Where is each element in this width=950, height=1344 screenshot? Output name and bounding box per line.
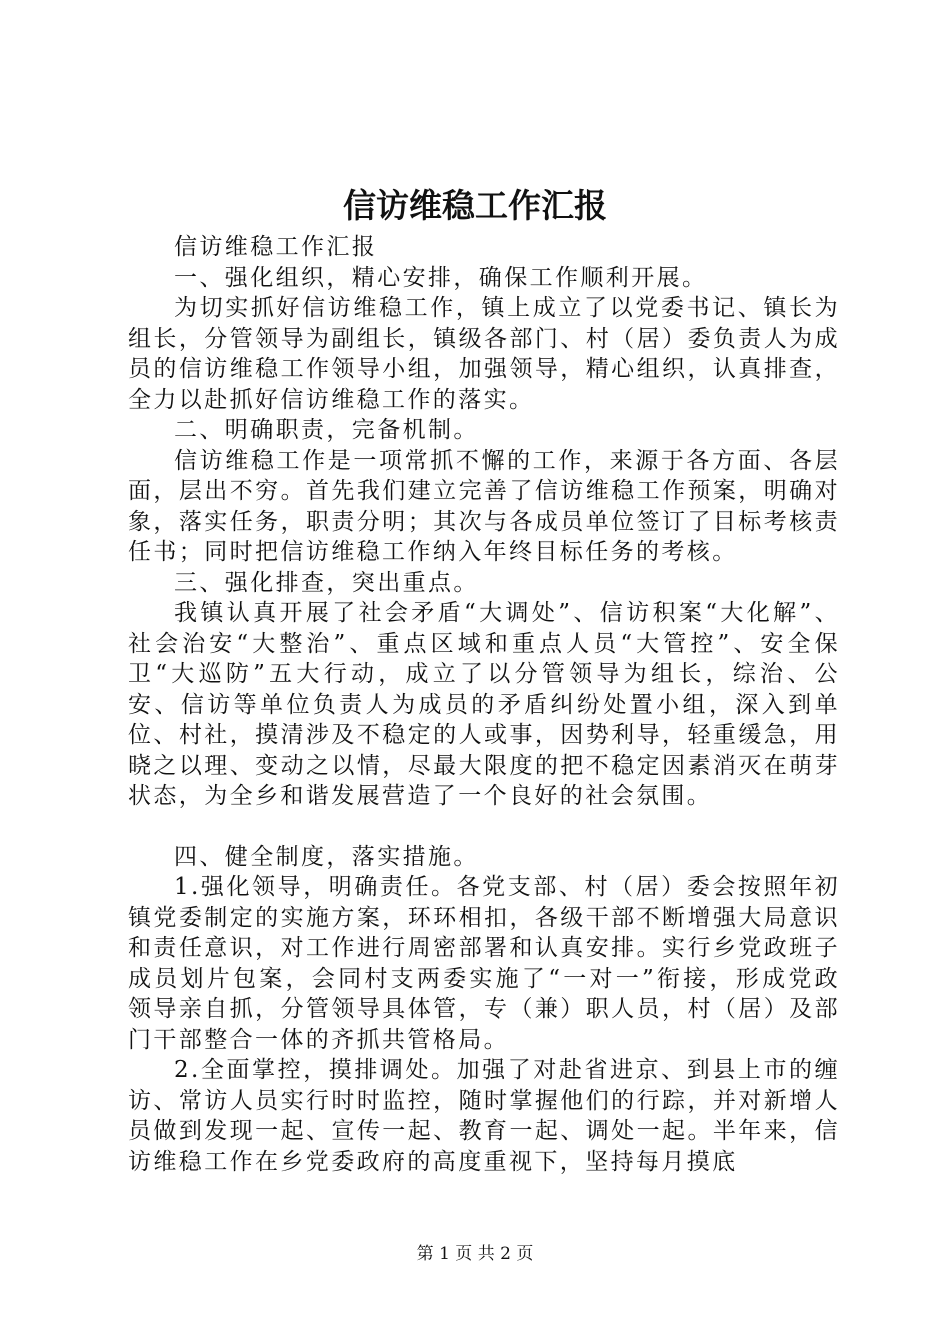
paragraph: 我镇认真开展了社会矛盾“大调处”、信访积案“大化解”、社会治安“大整治”、重点区域和重点人员“大管控”、安全保卫“大巡防”五大行动，成立了以分管领导为组长，综治、公安、信访等单位负责人为成员的矛盾纠纷处置小组，深入到单位、村社，摸清涉及不稳定的人或事，因势利导，轻重缓急，用晓之以理、变动之以情，尽最大限度的把不稳定因素消灭在萌芽状态，为全乡和谐发展营造了一个良好的社会氛围。 — [128, 600, 840, 809]
paragraph: 为切实抓好信访维稳工作，镇上成立了以党委书记、镇长为组长，分管领导为副组长，镇级各部门、村（居）委负责人为成员的信访维稳工作领导小组，加强领导，精心组织，认真排查，全力以赴抓好信访维稳工作的落实。 — [128, 295, 840, 413]
paragraph: 1.强化领导，明确责任。各党支部、村（居）委会按照年初镇党委制定的实施方案，环环相扣，各级干部不断增强大局意识和责任意识，对工作进行周密部署和认真安排。实行乡党政班子成员划片包案，会同村支两委实施了“一对一”衔接，形成党政领导亲自抓，分管领导具体管，专（兼）职人员，村（居）及部门干部整合一体的齐抓共管格局。 — [128, 874, 840, 1053]
section-heading-3: 三、强化排查，突出重点。 — [174, 569, 479, 596]
paragraph: 信访维稳工作是一项常抓不懈的工作，来源于各方面、各层面，层出不穷。首先我们建立完善了信访维稳工作预案，明确对象，落实任务，职责分明；其次与各成员单位签订了目标考核责任书；同时把信访维稳工作纳入年终目标任务的考核。 — [128, 447, 840, 565]
page-number-footer: 第 1 页 共 2 页 — [416, 1244, 534, 1264]
paragraph: 2.全面掌控，摸排调处。加强了对赴省进京、到县上市的缠访、常访人员实行时时监控，随时掌握他们的行踪，并对新增人员做到发现一起、宣传一起、教育一起、调处一起。半年来，信访维稳工作在乡党委政府的高度重视下，坚持每月摸底 — [128, 1057, 840, 1175]
section-heading-2: 二、明确职责，完备机制。 — [174, 417, 479, 443]
paragraph-heading-repeat: 信访维稳工作汇报 — [174, 234, 378, 260]
document-title: 信访维稳工作汇报 — [343, 186, 607, 225]
paragraph-spacer — [128, 812, 840, 842]
document-body — [128, 232, 840, 1177]
section-heading-1: 一、强化组织，精心安排，确保工作顺利开展。 — [174, 264, 708, 291]
section-heading-4: 四、健全制度，落实措施。 — [174, 843, 479, 870]
